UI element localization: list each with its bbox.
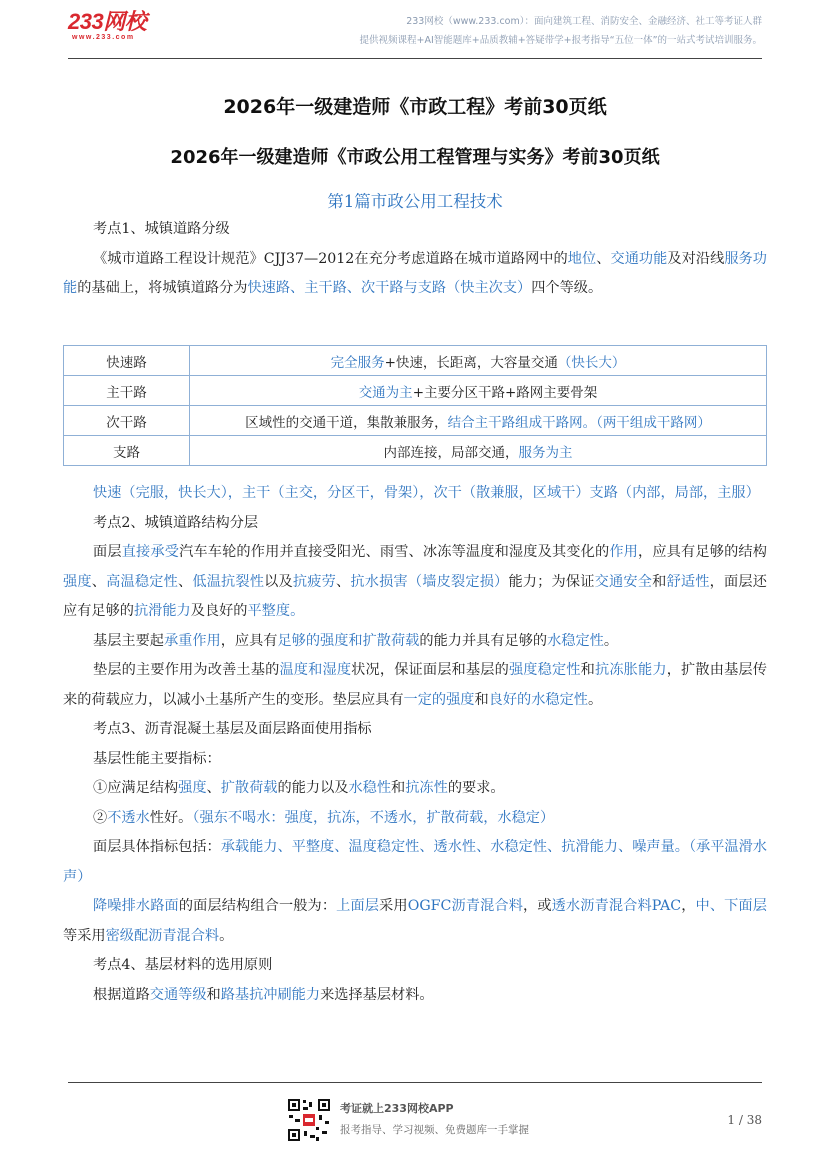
text-run: 的要求。 — [447, 780, 505, 796]
logo-url: www.233.com — [72, 34, 135, 41]
text-run: 。 — [219, 927, 234, 944]
header-divider — [68, 58, 762, 59]
text-run: ①应满足结构 — [93, 780, 179, 796]
header-info-line1: 233网校（www.233.com）：面向建筑工程、消防安全、金融经济、社工等考证人群 — [406, 16, 762, 27]
highlight-run: 地位 — [567, 250, 597, 267]
body-block — [63, 479, 767, 1010]
highlight-run: （快长大） — [557, 354, 626, 371]
highlight-run: 服务为主 — [518, 444, 573, 461]
text-run: ，或 — [523, 898, 552, 914]
kp2-heading: 考点2、城镇道路结构分层 — [93, 514, 259, 531]
road-class-table — [63, 345, 767, 466]
highlight-run: 低温抗裂性 — [192, 573, 265, 590]
text-run: 及对沿线 — [667, 250, 725, 267]
text-run: 汽车车轮的作用并直接受阳光、雨雪、冰冻等温度和湿度及其变化的 — [179, 544, 610, 560]
material-selection-paragraph — [63, 981, 767, 1011]
text-run: 来选择基层材料。 — [320, 986, 434, 1003]
text-run: 等采用 — [63, 927, 106, 944]
text-run: 的能力以及 — [277, 780, 349, 796]
text-run: 性好。 — [149, 809, 193, 826]
page-header — [0, 0, 830, 60]
base-indicators-label: 基层性能主要指标： — [93, 750, 221, 767]
header-info-line2: 提供视频课程+AI智能题库+品质教辅+答疑带学+报考指导“五位一体”的一站式考试培训服务。 — [359, 35, 762, 46]
text-run: +快速，长距离，大容量交通 — [384, 354, 558, 371]
text-run: 四个等级。 — [531, 280, 603, 296]
highlight-run: 高温稳定性 — [106, 573, 178, 590]
table-row — [64, 436, 767, 466]
table-row — [64, 376, 767, 406]
text-run: 以及 — [264, 573, 293, 590]
text-run: 状况，保证面层和基层的 — [351, 662, 509, 678]
highlight-run: 舒适性 — [666, 573, 710, 590]
text-run: 及良好的 — [190, 603, 248, 619]
text-run: 、 — [91, 573, 107, 590]
highlight-run: 抗疲劳 — [292, 573, 337, 590]
highlight-run: 强度 — [63, 573, 92, 590]
text-run: 内部连接，局部交通， — [383, 444, 519, 461]
highlight-run: 直接承受 — [121, 544, 180, 560]
text-run: 和 — [474, 691, 489, 708]
indicator-item-2 — [63, 804, 767, 834]
text-run: 面层具体指标包括： — [93, 839, 221, 855]
table-cell-desc — [190, 436, 767, 466]
highlight-run: 承重作用 — [163, 632, 221, 649]
highlight-run: （两干组成干路网） — [596, 414, 711, 431]
highlight-run: 足够的强度和扩散荷载 — [277, 632, 420, 649]
brand-logo — [68, 10, 188, 46]
document-title: 2026年一级建造师《市政工程》考前30页纸 — [223, 96, 607, 118]
highlight-run: 作用 — [609, 544, 639, 560]
highlight-run: 扩散荷载 — [220, 780, 278, 796]
table-cell-name: 次干路 — [64, 406, 190, 436]
text-run: 采用 — [379, 898, 408, 914]
highlight-run: 水稳性 — [348, 780, 392, 796]
text-run: 、 — [206, 780, 221, 796]
text-run: 、 — [177, 573, 193, 590]
highlight-run: OGFC沥青混合料 — [407, 898, 524, 914]
text-run: 。 — [588, 691, 603, 708]
table-cell-desc — [190, 346, 767, 376]
header-info — [360, 12, 763, 50]
text-run: 基层主要起 — [93, 632, 164, 649]
highlight-run: 交通为主 — [358, 384, 413, 401]
highlight-run: 良好的水稳定性 — [488, 691, 588, 708]
surface-layer-paragraph — [63, 538, 767, 627]
text-run: 能力；为保证 — [508, 573, 595, 590]
table-cell-name: 快速路 — [64, 346, 190, 376]
highlight-run: 平整度 — [247, 603, 291, 619]
text-run: 区域性的交通干道，集散兼服务， — [245, 414, 448, 431]
text-run: +主要分区干路+路网主要骨架 — [412, 384, 598, 401]
text-run: 面层 — [93, 544, 122, 560]
intro-paragraph — [63, 245, 767, 304]
highlight-run: 服务功能 — [63, 250, 767, 296]
base-layer-paragraph — [63, 627, 767, 657]
highlight-run: 承载能力、平整度、温度稳定性、透水性、水稳定性、抗滑能力、噪声量。（承平温滑水声） — [63, 839, 767, 885]
highlight-run: 抗冻胀能力 — [595, 662, 667, 678]
qr-code-icon — [286, 1097, 332, 1143]
surface-indicators-paragraph — [63, 833, 767, 892]
text-run: ，扩散由基层传来的荷载应力，以减小土基所产生的变形。垫层应具有 — [63, 662, 767, 708]
text-run: 的能力并具有足够的 — [419, 632, 548, 649]
text-run: 的面层结构组合一般为： — [178, 898, 337, 914]
highlight-run: 上面层 — [336, 898, 380, 914]
highlight-run: 。 — [290, 603, 305, 619]
highlight-run: （强东不喝水：强度，抗冻，不透水，扩散荷载，水稳定） — [192, 809, 555, 826]
text-run: 。 — [603, 632, 619, 649]
highlight-run: 交通功能 — [610, 250, 668, 267]
highlight-run: 抗冻性 — [405, 780, 448, 796]
highlight-run: 抗滑能力 — [133, 603, 191, 619]
highlight-run: 温度和湿度 — [279, 662, 352, 678]
highlight-run: 抗水损害（墙皮裂定损） — [350, 573, 509, 590]
intro-block — [63, 215, 767, 304]
highlight-run: 不透水 — [107, 809, 150, 826]
table-row — [64, 406, 767, 436]
text-run: 《城市道路工程设计规范》CJJ37—2012在充分考虑道路在城市道路网中的 — [93, 250, 568, 267]
highlight-run: 中、下面层 — [695, 898, 767, 914]
document-subtitle: 2026年一级建造师《市政公用工程管理与实务》考前30页纸 — [170, 147, 660, 168]
table-cell-desc — [190, 406, 767, 436]
cushion-layer-paragraph — [63, 656, 767, 715]
highlight-run: 强度稳定性 — [508, 662, 581, 678]
text-run: ② — [93, 809, 108, 826]
kp1-heading: 考点1、城镇道路分级 — [93, 221, 230, 237]
highlight-run: 交通等级 — [149, 986, 207, 1003]
highlight-run: 一定的强度 — [403, 691, 475, 708]
highlight-run: 完全服务 — [330, 354, 385, 371]
text-run: 和 — [652, 573, 667, 590]
text-run: ，应具有足够的结构 — [638, 544, 767, 560]
indicator-item-1 — [63, 774, 767, 804]
logo-text: 233网校 — [68, 9, 147, 34]
footer-divider — [68, 1082, 762, 1083]
table-row — [64, 346, 767, 376]
kp3-heading: 考点3、沥青混凝土基层及面层路面使用指标 — [93, 721, 372, 737]
highlight-run: 密级配沥青混合料 — [105, 927, 220, 944]
text-run: ，应具有 — [220, 632, 278, 649]
text-run: 根据道路 — [93, 986, 150, 1003]
highlight-run: 路基抗冲刷能力 — [220, 986, 321, 1003]
text-run: ， — [681, 898, 696, 914]
table-cell-desc — [190, 376, 767, 406]
text-run: 和 — [206, 986, 221, 1003]
page-number: 1 / 38 — [727, 1113, 762, 1127]
text-run: 和 — [391, 780, 406, 796]
mnemonic-paragraph: 快速（完服，快长大），主干（主交，分区干，骨架），次干（散兼服，区域干）支路（内部，局部，主服） — [93, 485, 760, 501]
highlight-run: 水稳定性 — [547, 632, 604, 649]
highlight-run: 透水沥青混合料PAC — [551, 898, 682, 914]
text-run: 、 — [336, 573, 351, 590]
table-cell-name: 支路 — [64, 436, 190, 466]
drainage-surface-paragraph — [63, 892, 767, 951]
text-run: 、 — [596, 250, 611, 267]
text-run: ，面层还应有足够的 — [63, 573, 767, 619]
kp4-heading: 考点4、基层材料的选用原则 — [93, 957, 273, 973]
text-run: 的基础上，将城镇道路分为 — [77, 280, 248, 296]
section-title: 第1篇市政公用工程技术 — [327, 192, 503, 211]
text-run: 和 — [580, 662, 595, 678]
highlight-run: 结合主干路组成干路网。 — [447, 414, 597, 431]
highlight-run: 降噪排水路面 — [93, 898, 179, 914]
highlight-run: 强度 — [178, 780, 207, 796]
table-cell-name: 主干路 — [64, 376, 190, 406]
highlight-run: 交通安全 — [594, 573, 653, 590]
highlight-run: 快速路、主干路、次干路与支路（快主次支） — [247, 280, 532, 296]
footer-app-title: 考证就上233网校APP — [340, 1102, 454, 1115]
text-run: 垫层的主要作用为改善土基的 — [93, 662, 280, 678]
footer-app-subtitle: 报考指导、学习视频、免费题库一手掌握 — [340, 1124, 529, 1136]
